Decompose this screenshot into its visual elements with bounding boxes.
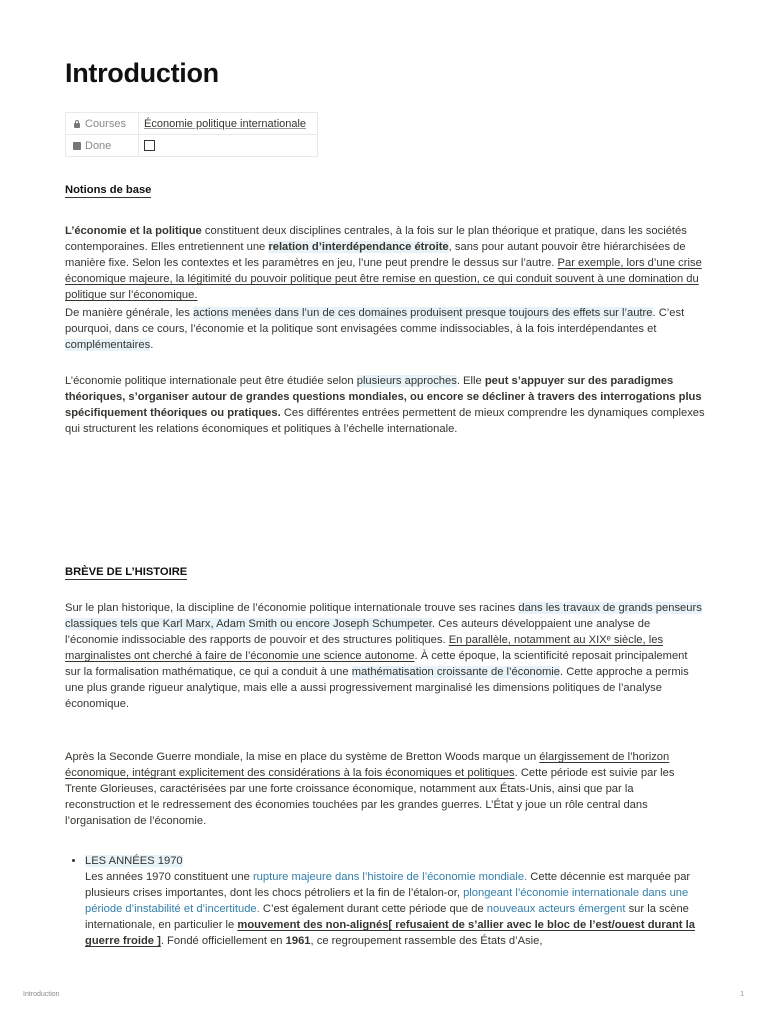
checkbox-property-icon — [73, 142, 81, 150]
text-run: . Elle — [456, 375, 485, 387]
text-run: C’est également durant cette période que de — [259, 903, 487, 915]
text-run: mathématisation croissante de l’économie — [351, 666, 561, 678]
property-value-cell — [139, 113, 318, 135]
lock-icon — [73, 120, 81, 128]
list — [65, 853, 705, 949]
heading-text: Notions de base — [65, 184, 152, 196]
courses-link[interactable]: Économie politique internationale — [144, 117, 307, 130]
text-run: complémentaires — [65, 339, 151, 351]
paragraph-4 — [65, 600, 705, 712]
text-run: . À cette époque, la scientificité reposait principalement sur la formalisation mathématique, ce qui a conduit à une — [65, 650, 688, 678]
text-run: En parallèle, notamment au XIXᵉ siècle, les marginalistes ont cherché à faire de l’économie une science autonome — [65, 634, 664, 662]
text-run: . Fondé officiellement en — [160, 935, 286, 947]
text-run: dans les travaux de grands penseurs classiques tels que Karl Marx, Adam Smith ou encore Joseph Schumpeter — [65, 602, 702, 630]
page-number: 1 — [740, 991, 744, 998]
property-label-cell — [66, 135, 139, 157]
property-row-done — [66, 135, 318, 157]
text-run: plusieurs approches — [356, 375, 457, 387]
text-run: 1961 — [285, 935, 311, 947]
property-label-cell — [66, 113, 139, 135]
section-heading-notions — [65, 182, 705, 198]
text-run: . C’est pourquoi, dans ce cours, l’économie et la politique sont envisagées comme indissociables, à la fois interdépendantes et — [65, 307, 685, 335]
list-item-title: LES ANNÉES 1970 — [85, 855, 183, 867]
text-run: élargissement de l’horizon économique, intégrant explicitement des considérations à la fois économiques et politiques — [65, 751, 670, 779]
text-run: L’économie politique internationale peut être étudiée selon — [65, 375, 357, 387]
text-run: rupture majeure dans l’histoire de l’économie mondiale. — [252, 871, 528, 883]
text-run: plongeant l’économie internationale dans une période d’instabilité et d’incertitude. — [85, 887, 689, 915]
text-run: L’économie et la politique — [65, 225, 202, 237]
paragraph-5 — [65, 749, 705, 829]
text-run: Sur le plan historique, la discipline de l’économie politique internationale trouve ses racines — [65, 602, 519, 614]
paragraph-2 — [65, 305, 705, 353]
text-run: . Ces auteurs développaient une analyse de l’économie indissociable des rapports de pouvoir et des structures politiques. — [65, 618, 651, 646]
text-run: Par exemple, lors d’une crise économique majeure, la légitimité du pouvoir politique peut être remise en question, ce qui conduit souvent à une domination du politique sur l’économique. — [65, 257, 702, 301]
text-run: mouvement des non-alignés[ refusaient de s’allier avec le bloc de l’est/ouest durant la guerre froide ] — [85, 919, 695, 947]
courses-label: Courses — [85, 117, 126, 130]
text-run: . — [150, 339, 154, 351]
bullet-list — [65, 853, 705, 949]
text-run: peut s’appuyer sur des paradigmes théoriques, s’organiser autour de grandes questions mondiales, ou encore se décliner à travers des interrogations plus spécifiquement théoriques ou pratiques. — [65, 375, 702, 419]
section-heading-histoire — [65, 564, 705, 580]
properties-table — [65, 112, 318, 157]
text-run: constituent deux disciplines centrales, à la fois sur le plan théorique et pratique, dans les sociétés contemporaines. Elles entretiennent une — [65, 225, 687, 253]
paragraph-3 — [65, 373, 705, 437]
text-run: Ces différentes entrées permettent de mieux comprendre les dynamiques complexes qui structurent les relations économiques et politiques à l’échelle internationale. — [65, 407, 705, 435]
text-run: nouveaux acteurs émergent — [486, 903, 626, 915]
text-run: , ce regroupement rassemble des États d’Asie, — [310, 935, 543, 947]
page-title: Introduction — [65, 58, 219, 88]
property-value-cell — [139, 135, 318, 157]
text-run: . Cette période est suivie par les Trente Glorieuses, caractérisées par une forte croissance économique, notamment aux États-Unis, ainsi que par la reconstruction et le redressement des économies touchées par les grandes guerres. L’État y joue un rôle central dans l’organisation de l’économie. — [65, 767, 675, 827]
text-run: Les années 1970 constituent une — [85, 871, 253, 883]
footer-title: Introduction — [23, 991, 60, 998]
text-run: De manière générale, les — [65, 307, 194, 319]
text-run: . Cette approche a permis une plus grande rigueur analytique, mais elle a aussi progressivement marginalisé les dimensions politiques de l’analyse économique. — [65, 666, 689, 710]
paragraph-1 — [65, 223, 705, 303]
done-label: Done — [85, 139, 112, 152]
property-row-courses — [66, 113, 318, 135]
done-checkbox[interactable] — [144, 140, 155, 151]
text-run: Cette décennie est marquée par plusieurs crises importantes, dont les chocs pétroliers et la fin de l’étalon-or, — [85, 871, 691, 899]
text-run: sur la scène internationale, en particulier le — [85, 903, 689, 931]
text-run: actions menées dans l’un de ces domaines produisent presque toujours des effets sur l’autre — [193, 307, 653, 319]
text-run: , sans pour autant pouvoir être hiérarchisées de manière fixe. Selon les contextes et les paramètres en jeu, l’une peut prendre le dessus sur l’autre. — [65, 241, 686, 269]
heading-text: BRÈVE DE L’HISTOIRE — [65, 566, 188, 578]
text-run: relation d’interdépendance étroite — [268, 241, 449, 253]
text-run: Après la Seconde Guerre mondiale, la mise en place du système de Bretton Woods marque un — [65, 751, 540, 763]
list-item — [85, 853, 705, 949]
